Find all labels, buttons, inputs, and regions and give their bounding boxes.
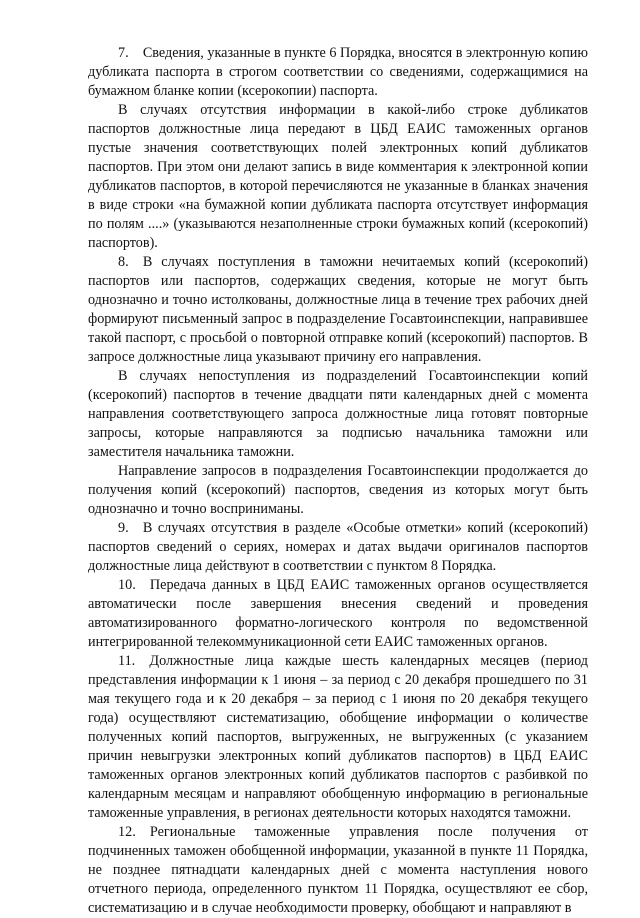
paragraph-missing-info: В случаях отсутствия информации в какой-либо строке дубликатов паспортов должностные лица передают в ЦБД ЕАИС таможенных органов пустые значения соответствующих полей электронных копий дубликатов паспортов. При этом они делают запись в виде комментария к электронной копии дубликатов паспортов, в которой перечисляются не указанные в бланках значения в виде строки «на бумажной копии дубликата паспорта отсутствует информация по полям ....» (указываются незаполненные строки бумажных копий (ксерокопий) паспортов). — [88, 102, 588, 251]
paragraph-item-8: 8. В случаях поступления в таможни нечитаемых копий (ксерокопий) паспортов или паспортов, содержащих сведения, которые не могут быть однозначно и точно истолкованы, должностные лица в течение трех рабочих дней формируют письменный запрос в подразделение Госавтоинспекции, направившее такой паспорт, с просьбой о повторной отправке копий (ксерокопий) паспортов. В запросе должностные лица указывают причину его направления. — [88, 254, 588, 365]
paragraph-item-7: 7. Сведения, указанные в пункте 6 Порядка, вносятся в электронную копию дубликата паспорта в строгом соответствии со сведениями, содержащимися на бумажном бланке копии (ксерокопии) паспорта. — [88, 45, 588, 99]
paragraph-item-9: 9. В случаях отсутствия в разделе «Особые отметки» копий (ксерокопий) паспортов сведений о сериях, номерах и датах выдачи оригиналов паспортов должностные лица действуют в соответствии с пунктом 8 Порядка. — [88, 520, 588, 574]
paragraph-requests-continue: Направление запросов в подразделения Госавтоинспекции продолжается до получения копий (ксерокопий) паспортов, сведения из которых могут быть однозначно и точно восприниманы. — [88, 463, 588, 517]
paragraph-repeat-requests: В случаях непоступления из подразделений Госавтоинспекции копий (ксерокопий) паспортов в течение двадцати пяти календарных дней с момента направления соответствующего запроса должностные лица готовят повторные запросы, которые направляются за подписью начальника таможни или заместителя начальника таможни. — [88, 368, 588, 460]
paragraph-item-10: 10. Передача данных в ЦБД ЕАИС таможенных органов осуществляется автоматически после завершения внесения сведений и проведения автоматизированного форматно-логического контроля по ведомственной интегрированной телекоммуникационной сети ЕАИС таможенных органов. — [88, 577, 588, 650]
paragraph-item-11: 11. Должностные лица каждые шесть календарных месяцев (период представления информации к 1 июня – за период с 20 декабря прошедшего по 31 мая текущего года и к 20 декабря – за период с 1 июня по 20 декабря текущего года) осуществляют систематизацию, обобщение информации о количестве полученных копий паспортов, выгруженных, не выгруженных (с указанием причин невыгрузки электронных копий дубликатов паспортов) в ЦБД ЕАИС таможенных органов электронных копий дубликатов паспортов с разбивкой по календарным месяцам и направляют обобщенную информацию в региональные таможенные управления, в регионах деятельности которых находятся таможни. — [88, 653, 588, 821]
document-body — [88, 44, 588, 918]
paragraph-item-12: 12. Региональные таможенные управления после получения от подчиненных таможен обобщенной информации, указанной в пункте 11 Порядка, не позднее пятнадцати календарных дней с момента наступления нового отчетного периода, определенного пунктом 11 Порядка, осуществляют ее сбор, систематизацию и в случае необходимости проверку, обобщают и направляют в — [88, 824, 588, 916]
